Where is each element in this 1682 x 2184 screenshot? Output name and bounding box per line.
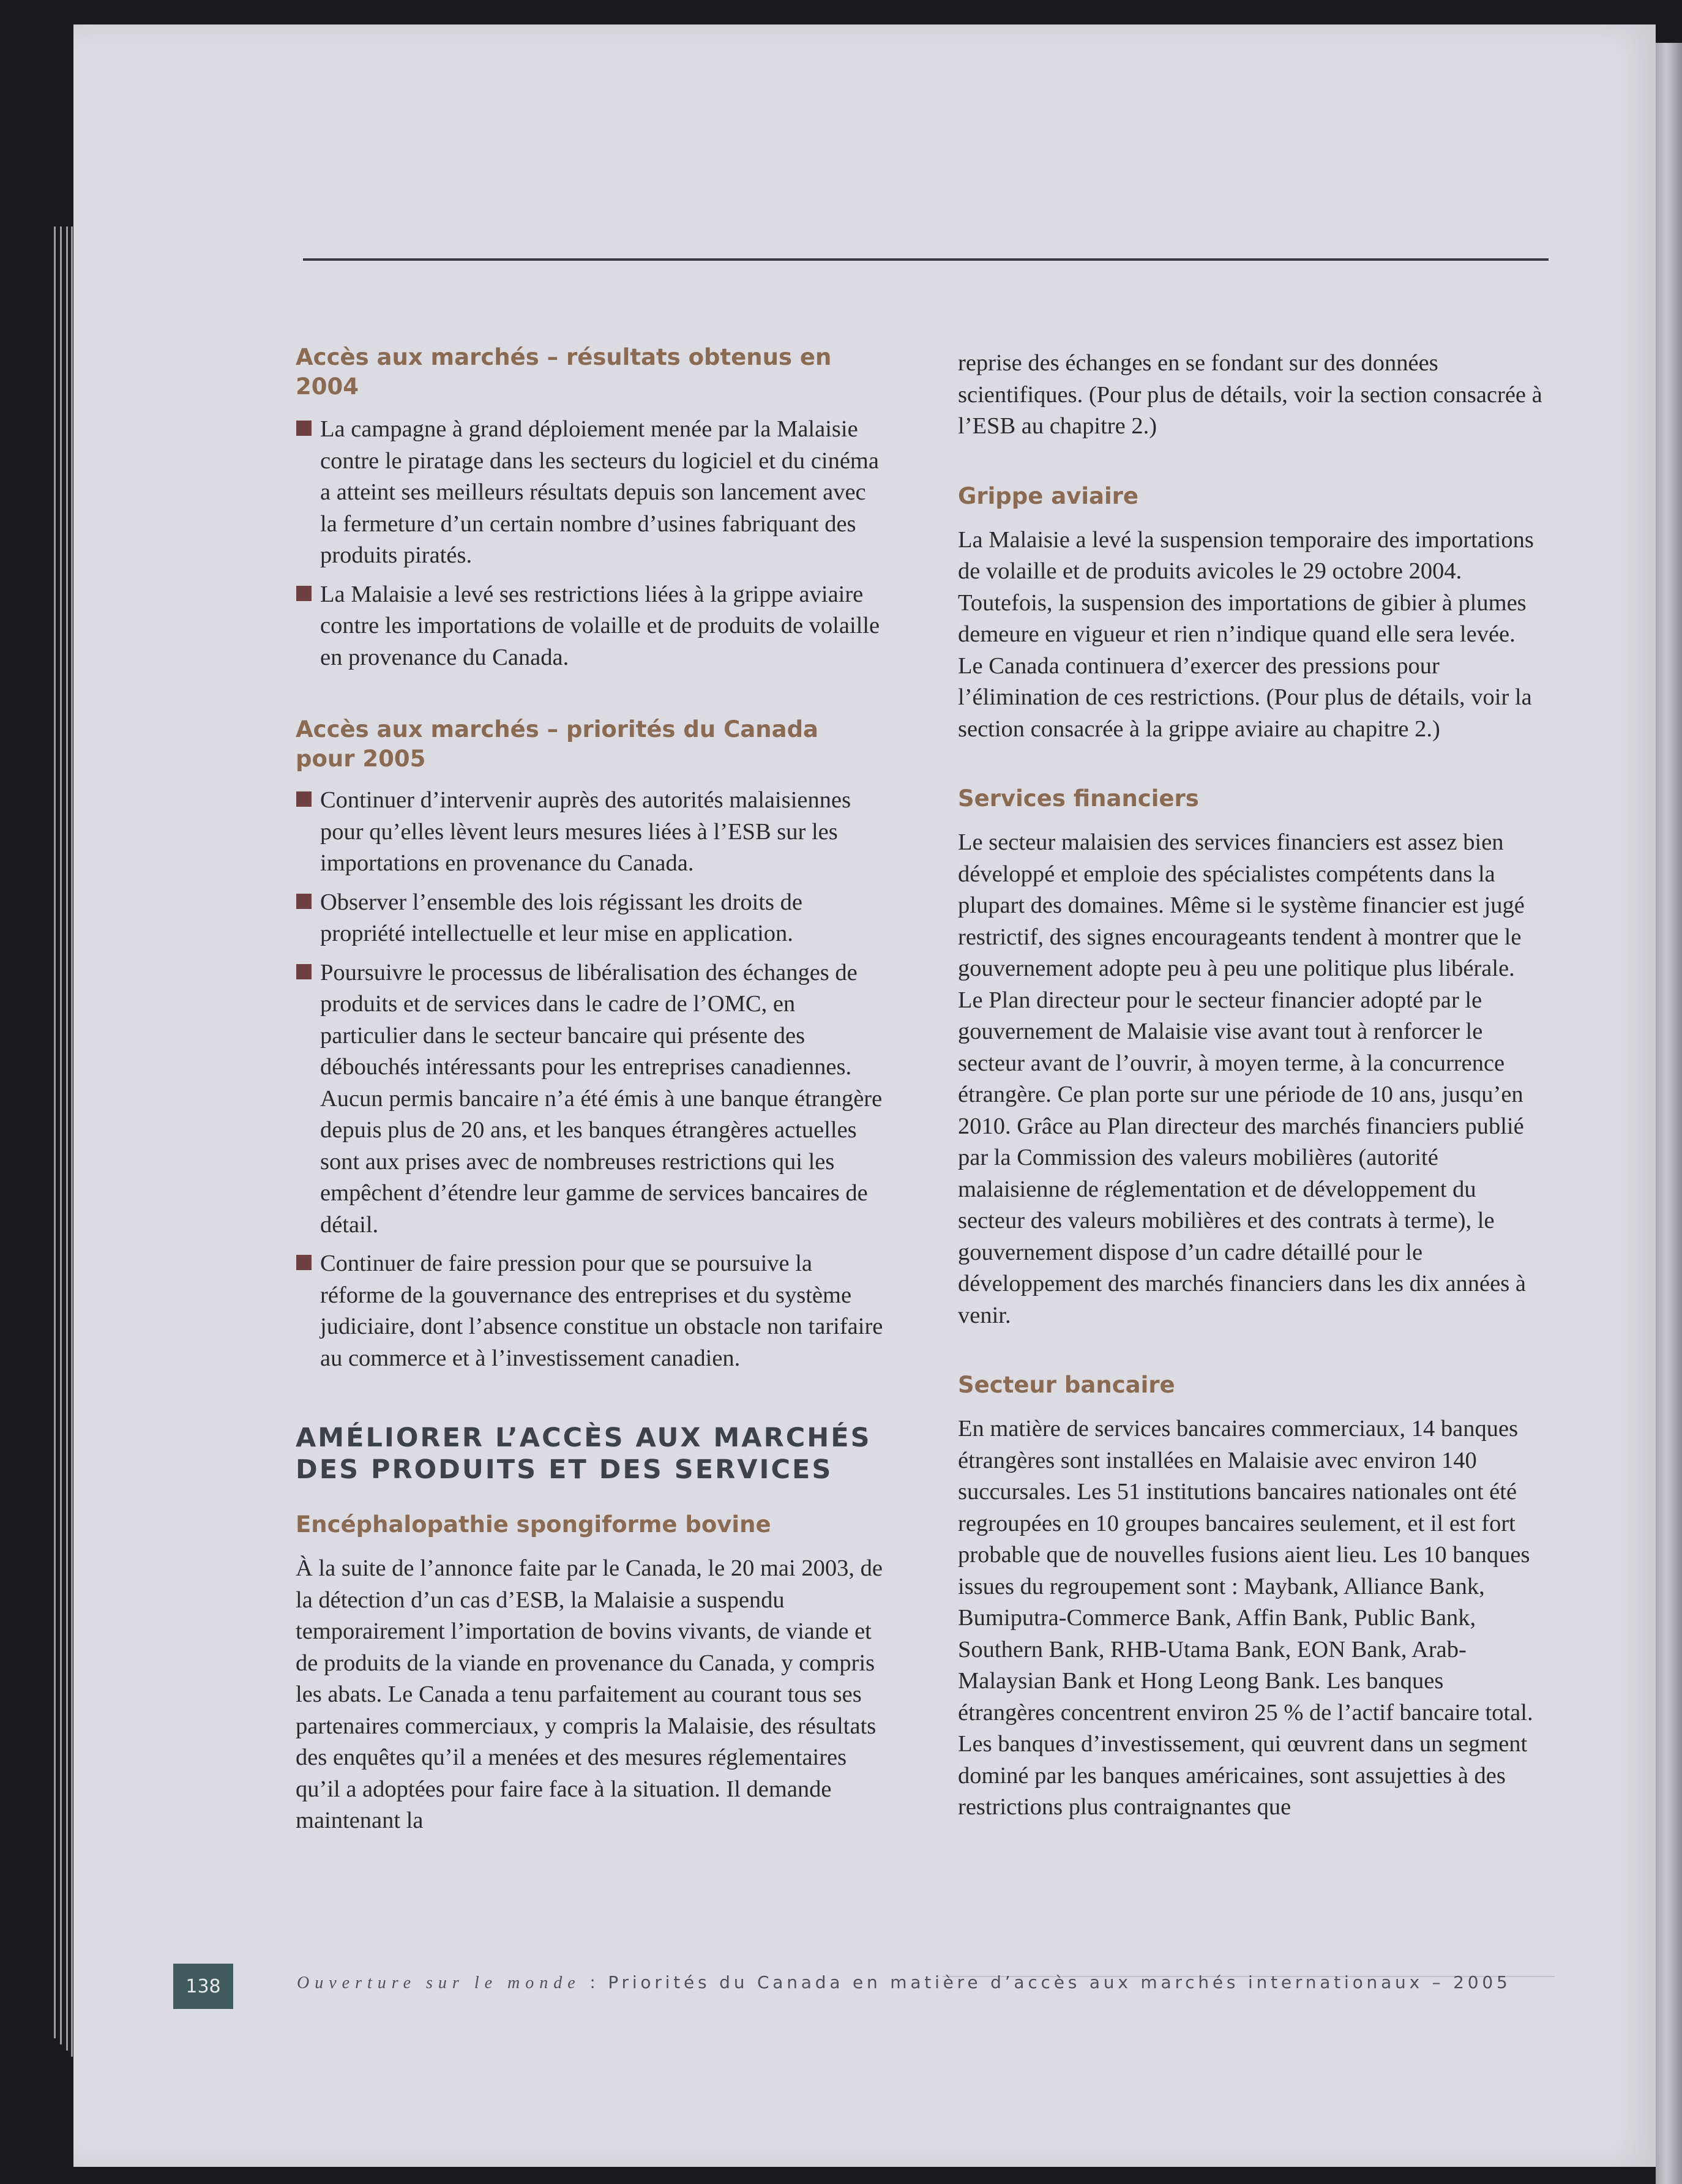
header-rule — [303, 258, 1549, 261]
bullet-square-icon — [296, 1255, 312, 1270]
list-item — [296, 414, 883, 572]
paragraph-secteur-bancaire: En matière de services bancaires commerciaux, 14 banques étrangères sont installées en Malaisie avec environ 140 succursales. Les 51 institutions bancaires nationales ont été regroupées en 10 groupes bancaires seulement, et il est fort probable que de nouvelles fusions aient lieu. Les 10 banques issues du regroupement sont : Maybank, Alliance Bank, Bumiputra-Commerce Bank, Affin Bank, Public Bank, Southern Bank, RHB-Utama Bank, EON Bank, Arab-Malaysian Bank et Hong Leong Bank. Les banques étrangères concentrent environ 25 % de l’actif bancaire total. Les banques d’investissement, qui œuvrent dans un segment dominé par les banques américaines, sont assujetties à des restrictions plus contraignantes que — [958, 1416, 1533, 1820]
paragraph-services-financiers: Le secteur malaisien des services financiers est assez bien développé et emploie des spécialistes compétents dans la plupart des domaines. Même si le système financier est jugé restrictif, des signes encourageants tendent à montrer que le gouvernement adopte peu à peu une politique plus libérale. Le Plan directeur pour le secteur financier adopté par le gouvernement de Malaisie vise avant tout à renforcer le secteur avant de l’ouvrir, à moyen terme, à la concurrence étrangère. Ce plan porte sur une période de 10 ans, jusqu’en 2010. Grâce au Plan directeur des marchés financiers publié par la Commission des valeurs mobilières (autorité malaisienne de réglementation et de développement du secteur des valeurs mobilières et des contrats à terme), le gouvernement dispose d’un cadre détaillé pour le développement des marchés financiers dans les dix années à venir. — [958, 829, 1526, 1328]
bullet-square-icon — [296, 791, 312, 807]
list-item — [296, 887, 883, 950]
facing-page-edge — [1656, 43, 1682, 2184]
bullet-square-icon — [296, 894, 312, 909]
bullet-square-icon — [296, 421, 312, 436]
heading-grippe-aviaire: Grippe aviaire — [958, 482, 1139, 509]
list-item — [296, 957, 883, 1241]
list-item-text: Poursuivre le processus de libéralisation des échanges de produits et de services dans le cadre de l’OMC, en particulier dans le secteur bancaire qui présente des débouchés intéressants pour les entreprises canadiennes. Aucun permis bancaire n’a été émis à une banque étrangère depuis plus de 20 ans, et les banques étrangères actuelles sont aux prises avec de nombreuses restrictions qui les empêchent d’étendre leur gamme de services bancaires de détail. — [320, 959, 883, 1238]
heading-services-financiers: Services financiers — [958, 785, 1199, 812]
paragraph-grippe-aviaire: La Malaisie a levé la suspension temporaire des importations de volaille et de produits avicoles le 29 octobre 2004. Toutefois, la suspension des importations de gibier à plumes demeure en vigueur et rien n’indique quand elle sera levée. Le Canada continuera d’exercer des pressions pour l’élimination de ces restrictions. (Pour plus de détails, voir la section consacrée à la grippe aviaire au chapitre 2.) — [958, 526, 1534, 742]
footer-title-rest: : Priorités du Canada en matière d’accès aux marchés internationaux – 2005 — [580, 1972, 1511, 1992]
priorities-list — [296, 785, 883, 1374]
list-item-text: La Malaisie a levé ses restrictions liées à la grippe aviaire contre les importations de volaille et de produits de volaille en provenance du Canada. — [320, 581, 880, 670]
right-column — [958, 348, 1546, 1823]
bullet-square-icon — [296, 964, 312, 979]
bullet-square-icon — [296, 586, 312, 601]
page-edge-line — [54, 226, 56, 2038]
page-edge-line — [60, 226, 62, 2044]
list-item-text: Continuer d’intervenir auprès des autorités malaisiennes pour qu’elles lèvent leurs mesures liées à l’ESB sur les importations en provenance du Canada. — [320, 787, 851, 876]
list-item-text: Observer l’ensemble des lois régissant les droits de propriété intellectuelle et leur mise en application. — [320, 889, 802, 946]
list-item-text: La campagne à grand déploiement menée par la Malaisie contre le piratage dans les secteurs du logiciel et du cinéma a atteint ses meilleurs résultats depuis son lancement avec la fermeture d’un certain nombre d’usines fabriquant des produits piratés. — [320, 416, 879, 568]
paragraph-esb-continued: reprise des échanges en se fondant sur des données scientifiques. (Pour plus de détails, voir la section consacrée à l’ESB au chapitre 2.) — [958, 350, 1542, 439]
section-heading: AMÉLIORER L’ACCÈS AUX MARCHÉS DES PRODUITS ET DES SERVICES — [296, 1423, 872, 1485]
heading-secteur-bancaire: Secteur bancaire — [958, 1372, 1175, 1398]
list-item-text: Continuer de faire pression pour que se poursuive la réforme de la gouvernance des entreprises et du système judiciaire, dont l’absence constitue un obstacle non tarifaire au commerce et à l’investissement canadien. — [320, 1251, 883, 1371]
footer-title-italic: Ouverture sur le monde — [297, 1973, 581, 1992]
list-item — [296, 1248, 883, 1374]
results-list — [296, 414, 883, 673]
heading-results-2004: Accès aux marchés – résultats obtenus en 2004 — [296, 344, 832, 400]
page-number-badge: 138 — [173, 1964, 233, 2009]
running-footer — [297, 1972, 1558, 1993]
page-edge-line — [71, 226, 73, 2057]
paragraph-esb: À la suite de l’annonce faite par le Canada, le 20 mai 2003, de la détection d’un cas d’ESB, la Malaisie a suspendu temporairement l’importation de bovins vivants, de viande et de produits de la viande en provenance du Canada, y compris les abats. Le Canada a tenu parfaitement au courant tous ses partenaires commerciaux, y compris la Malaisie, des résultats des enquêtes qu’il a menées et des mesures réglementaires qu’il a adoptées pour faire face à la situation. Il demande maintenant la — [296, 1555, 883, 1833]
heading-esb: Encéphalopathie spongiforme bovine — [296, 1511, 771, 1538]
list-item — [296, 785, 883, 880]
list-item — [296, 579, 883, 674]
left-column — [296, 343, 883, 1837]
heading-priorities-2005: Accès aux marchés – priorités du Canada pour 2005 — [296, 716, 819, 772]
page-edge-line — [66, 226, 68, 2051]
